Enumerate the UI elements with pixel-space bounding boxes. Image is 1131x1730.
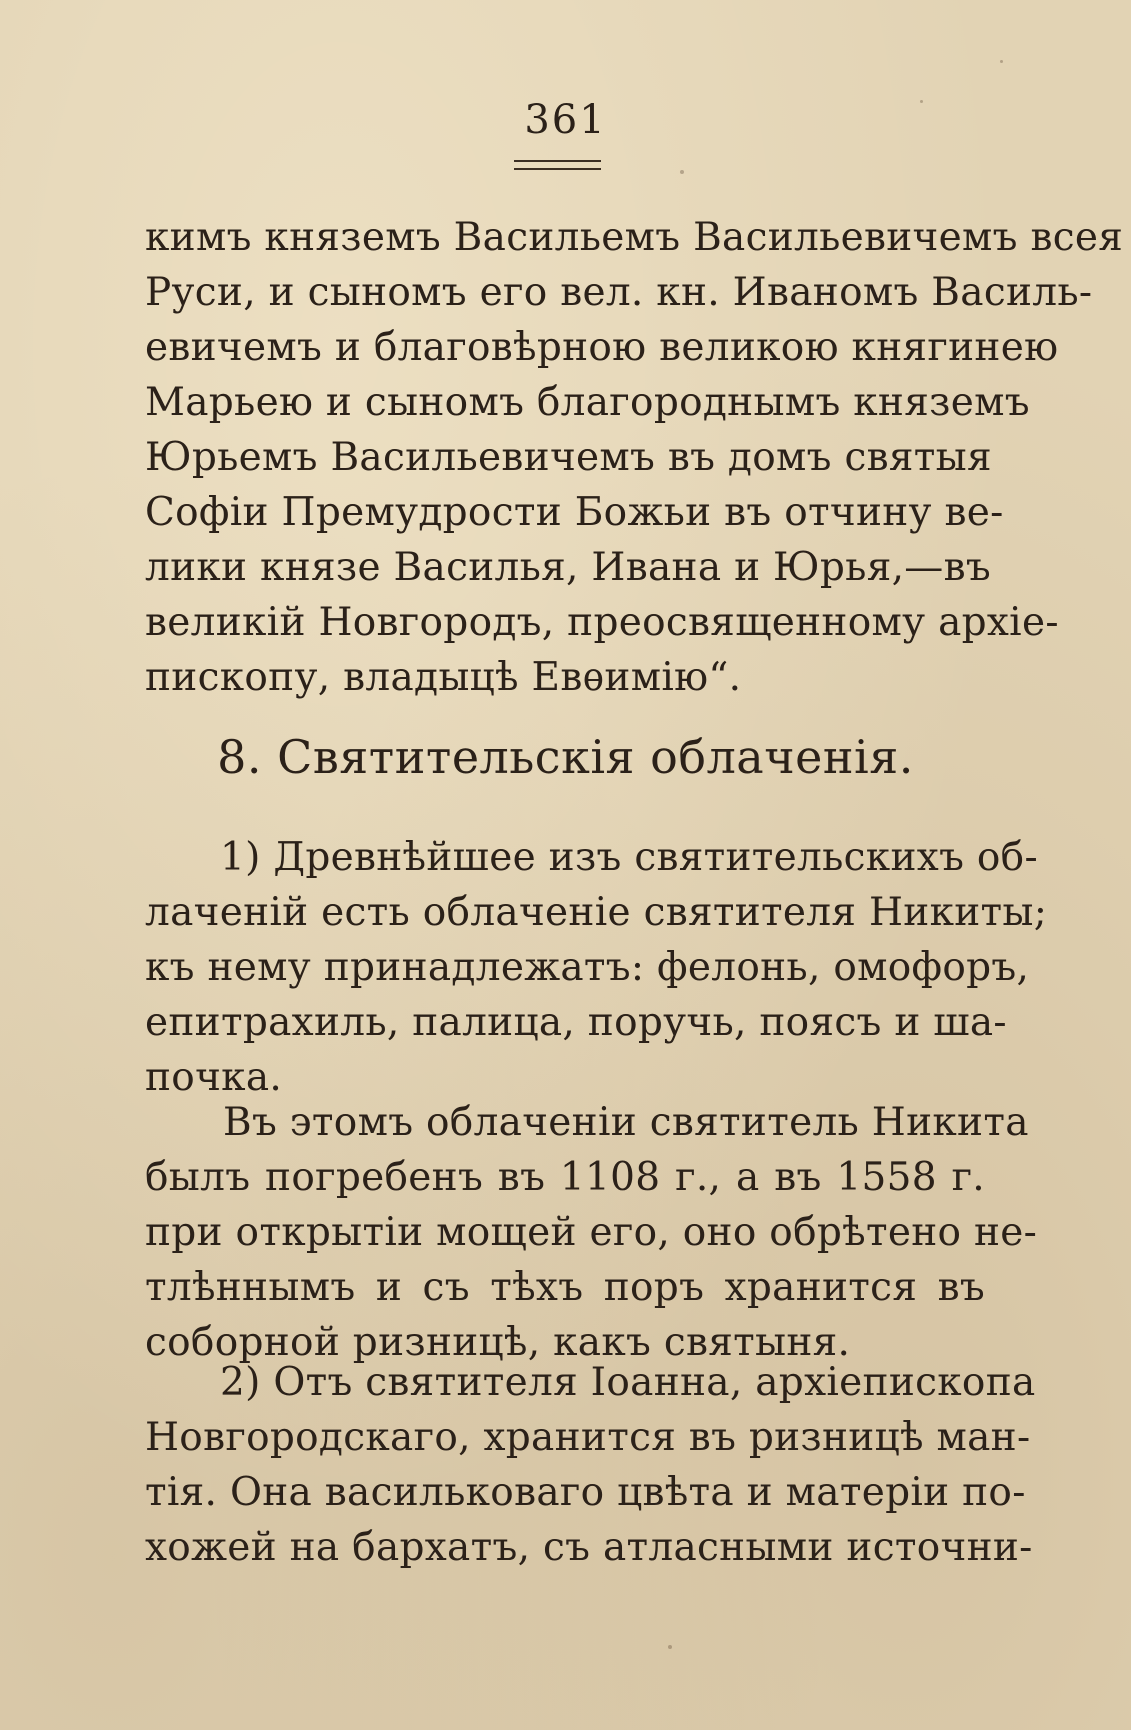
text-line: евичемъ и благовѣрною великою княгинею bbox=[145, 325, 1059, 370]
text-line: къ нему принадлежатъ: фелонь, омофоръ, bbox=[145, 945, 1030, 990]
paper-speck bbox=[668, 1645, 672, 1649]
paragraph-continuation bbox=[145, 210, 1124, 705]
text-line: 2) Отъ святителя Іоанна, архіепископа bbox=[220, 1360, 1036, 1405]
page-number: 361 bbox=[524, 97, 607, 143]
text-line: Въ этомъ облаченіи святитель Никита bbox=[223, 1100, 1029, 1145]
text-line: тія. Она васильковаго цвѣта и матеріи по- bbox=[145, 1470, 1026, 1515]
text-line: великій Новгородъ, преосвященному архіе- bbox=[145, 600, 1059, 645]
text-line: хожей на бархатъ, съ атласными источни- bbox=[145, 1525, 1033, 1570]
text-line: Софіи Премудрости Божьи въ отчину ве- bbox=[145, 490, 1004, 535]
text-line: Новгородскаго, хранится въ ризницѣ ман- bbox=[145, 1415, 1031, 1460]
paper-speck bbox=[680, 170, 684, 174]
paragraph-nikita-burial bbox=[145, 1095, 1038, 1370]
text-line: тлѣннымъ и съ тѣхъ поръ хранится въ bbox=[145, 1265, 985, 1310]
text-line: Руси, и сыномъ его вел. кн. Иваномъ Василь- bbox=[145, 270, 1093, 315]
section-heading: 8. Святительскія облаченія. bbox=[217, 730, 914, 784]
text-line: лаченій есть облаченіе святителя Никиты; bbox=[145, 890, 1048, 935]
text-line: Марьею и сыномъ благороднымъ княземъ bbox=[145, 380, 1030, 425]
text-line: пископу, владыцѣ Евѳимію“. bbox=[145, 655, 742, 700]
text-line: кимъ княземъ Васильемъ Васильевичемъ всея bbox=[145, 215, 1124, 260]
text-line: почка. bbox=[145, 1055, 283, 1100]
paper-speck bbox=[920, 100, 923, 103]
paragraph-item-1 bbox=[145, 830, 1048, 1105]
page-number-double-rule bbox=[514, 160, 601, 170]
text-line: Юрьемъ Васильевичемъ въ домъ святыя bbox=[145, 435, 992, 480]
text-line: соборной ризницѣ, какъ святыня. bbox=[145, 1320, 851, 1365]
text-line: при открытіи мощей его, оно обрѣтено не- bbox=[145, 1210, 1038, 1255]
text-line: лики князе Василья, Ивана и Юрья,—въ bbox=[145, 545, 991, 590]
paper-speck bbox=[1000, 60, 1003, 63]
paragraph-item-2 bbox=[145, 1355, 1036, 1575]
text-line: былъ погребенъ въ 1108 г., а въ 1558 г. bbox=[145, 1155, 985, 1200]
text-line: 1) Древнѣйшее изъ святительскихъ об- bbox=[220, 835, 1038, 880]
text-line: епитрахиль, палица, поручь, поясъ и ша- bbox=[145, 1000, 1007, 1045]
